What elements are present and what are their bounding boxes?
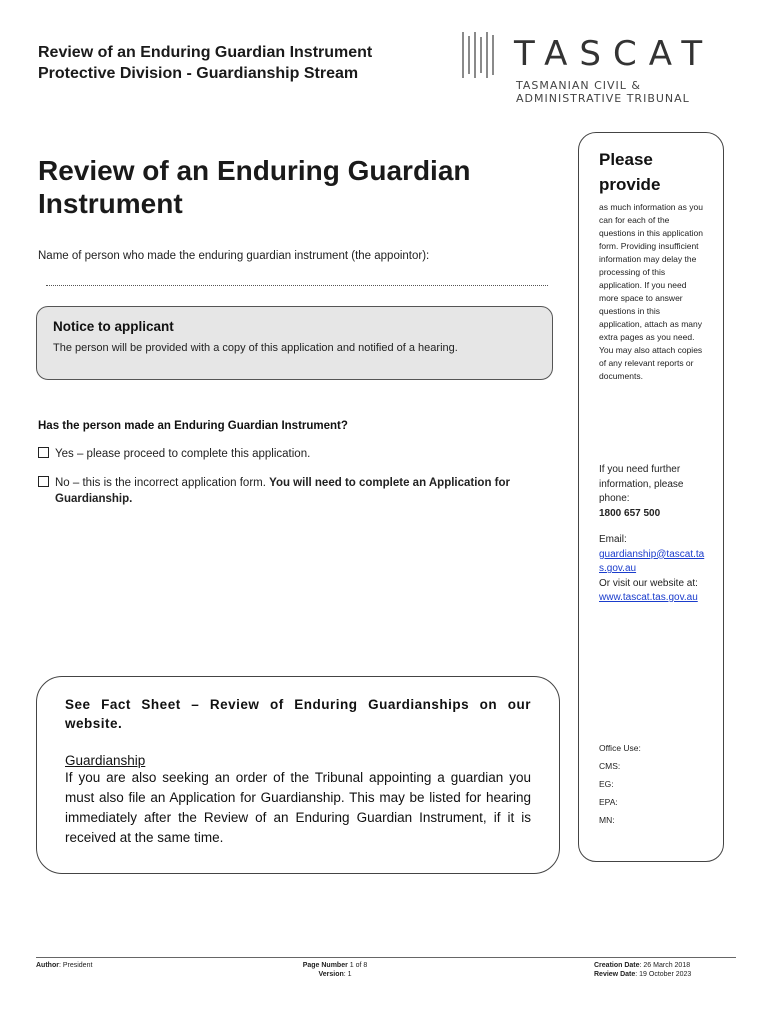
office-use [599, 743, 641, 833]
sidebar-heading: Please provide [599, 150, 661, 194]
option-no-bold-continued: Guardianship. [55, 493, 133, 505]
logo-subtitle: TASMANIAN CIVIL & ADMINISTRATIVE TRIBUNAL [516, 79, 690, 105]
option-no-label: No – this is the incorrect application form. [55, 477, 270, 489]
header-title-line2: Protective Division - Guardianship Stream [38, 65, 359, 82]
office-eg-field: EG: [599, 779, 614, 789]
email-link[interactable]: guardianship@tascat.tas.gov.au [599, 548, 705, 574]
footer-author: Author: President [36, 962, 93, 969]
footer-divider [36, 957, 736, 958]
website-label: Or visit our website at: [599, 577, 698, 589]
sidebar-info-text: as much information as you can for each of the questions in this application form. Providing insufficient information may delay the processing of this application. If you need more space to answer questions in this application, attach as many extra pages as you need. You may also attach copies of any relevant reports or documents. [599, 202, 703, 381]
contact-phone: 1800 657 500 [599, 507, 661, 519]
notice-title: Notice to applicant [53, 319, 174, 334]
info-sidebar [578, 132, 724, 862]
notice-text: The person will be provided with a copy of this application and notified of a hearing. [53, 342, 458, 354]
guardianship-text: If you are also seeking an order of the Tribunal appointing a guardian you must also file an Application for Guardianship. This may be listed for hearing immediately after the Review of an Enduring Guardian Instrument, if it is received at the same time. [65, 770, 531, 845]
fact-sheet-box [36, 676, 560, 874]
header-title-line1: Review of an Enduring Guardian Instrument [38, 44, 373, 61]
fact-sheet-title: See Fact Sheet – Review of Enduring Guardianships on our website. [65, 697, 531, 731]
notice-box [36, 306, 553, 380]
question-text: Has the person made an Enduring Guardian Instrument? [38, 420, 348, 432]
office-cms-field: CMS: [599, 761, 621, 771]
contact-text: If you need further information, please phone: [599, 464, 684, 504]
website-link[interactable]: www.tascat.tas.gov.au [599, 592, 698, 603]
logo-wordmark: TASCAT [514, 34, 715, 74]
office-epa-field: EPA: [599, 797, 618, 807]
document-header [38, 42, 372, 84]
tascat-logo [462, 30, 715, 110]
no-checkbox[interactable] [38, 476, 49, 487]
appointor-name-field[interactable] [46, 285, 548, 286]
option-no-bold: You will need to complete an Application for [269, 477, 511, 489]
office-mn-field: MN: [599, 815, 615, 825]
footer-dates: Creation Date: 26 March 2018 Review Date: 19 October 2023 [594, 962, 692, 978]
option-yes-label: Yes – please proceed to complete this application. [55, 448, 311, 460]
footer-page-info: Page Number 1 of 8 Version: 1 [302, 962, 368, 978]
office-use-label: Office Use: [599, 743, 641, 753]
logo-bars-icon [462, 32, 502, 78]
yes-checkbox[interactable] [38, 447, 49, 458]
page-title: Review of an Enduring Guardian Instrument [38, 155, 471, 219]
sidebar-contact [599, 463, 707, 606]
guardianship-heading: Guardianship [65, 753, 146, 768]
option-yes [38, 446, 310, 462]
appointor-label: Name of person who made the enduring guardian instrument (the appointor): [38, 250, 430, 262]
email-label: Email: [599, 534, 627, 545]
option-no [38, 475, 570, 507]
